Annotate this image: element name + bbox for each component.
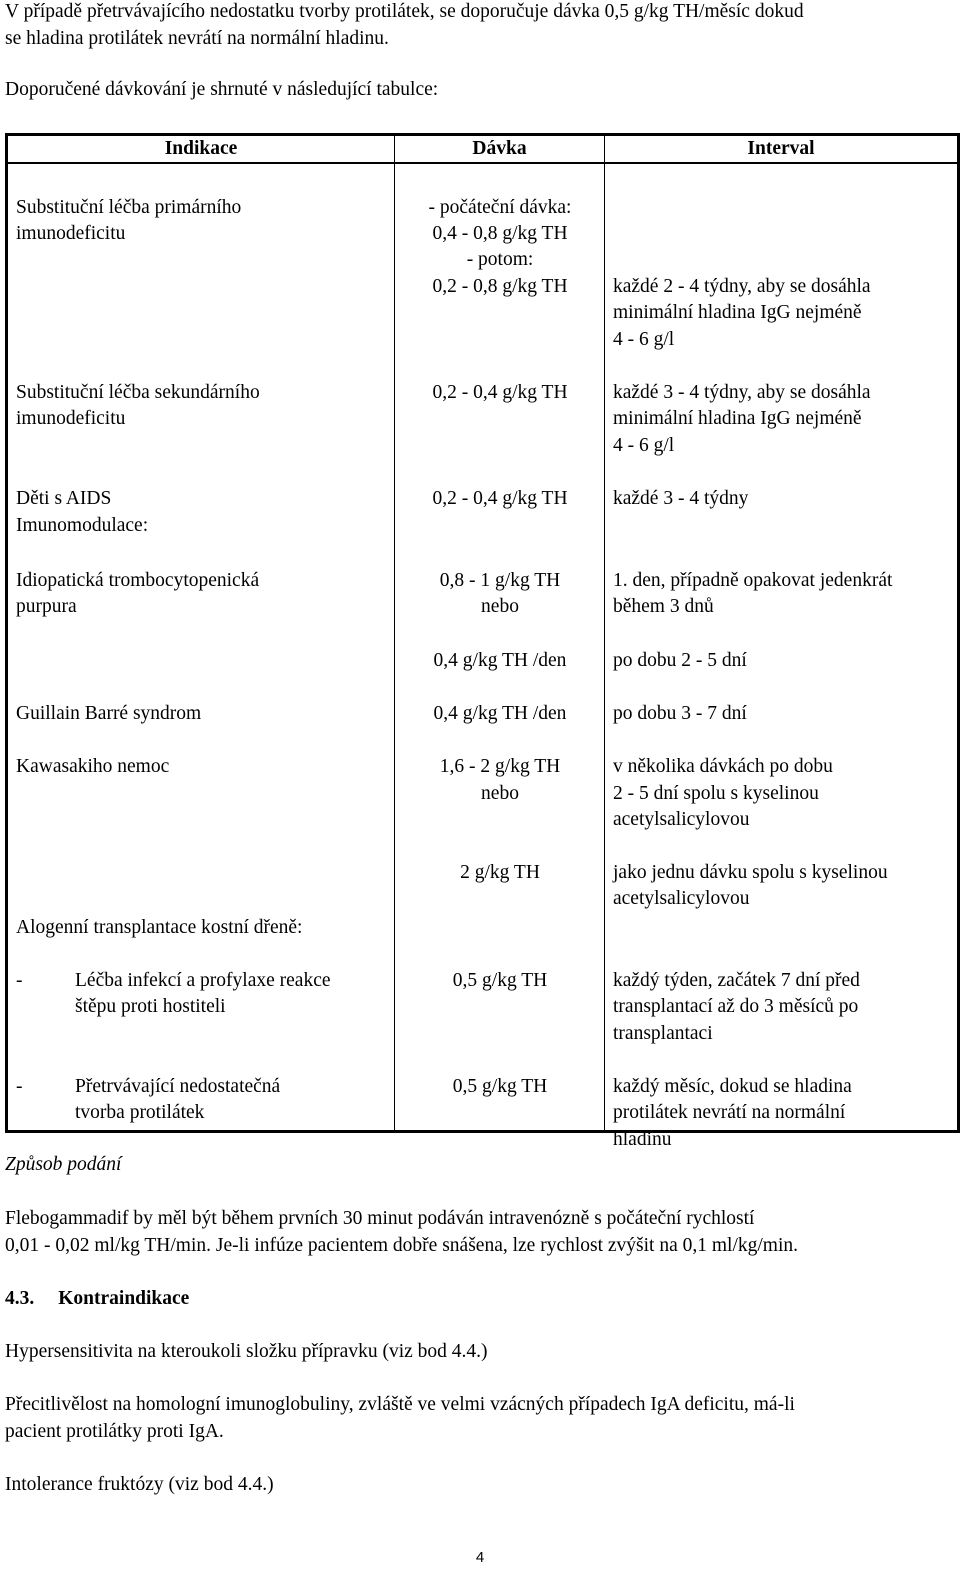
table-body-row: [7, 163, 959, 1132]
administration-line-2: 0,01 - 0,02 ml/kg TH/min. Je-li infúze pacientem dobře snášena, lze rychlost zvýšit na 0,1 ml/kg/min.: [5, 1234, 799, 1256]
dose-line: - potom:: [466, 249, 534, 270]
interval-line: minimální hladina IgG nejméně: [613, 302, 862, 323]
indication-line: Substituční léčba primárního: [16, 197, 242, 218]
dose-line: nebo: [481, 783, 519, 804]
dose-line: 0,8 - 1 g/kg TH: [439, 570, 561, 591]
indication-line: Léčba infekcí a profylaxe reakce: [75, 970, 331, 991]
indication-line: štěpu proti hostiteli: [75, 996, 226, 1017]
interval-line: acetylsalicylovou: [613, 809, 750, 830]
dose-line: 0,2 - 0,4 g/kg TH: [432, 382, 568, 403]
interval-column: [605, 163, 959, 1150]
interval-line: transplantaci: [613, 1023, 713, 1044]
interval-line: během 3 dnů: [613, 596, 714, 617]
dose-line: - počáteční dávka:: [428, 197, 572, 218]
indication-column: [7, 163, 395, 1132]
interval-line: každý týden, začátek 7 dní před: [613, 970, 860, 991]
interval-line: transplantací až do 3 měsíců po: [613, 996, 859, 1017]
intro-paragraph: [5, 0, 955, 52]
interval-line: v několika dávkách po dobu: [613, 756, 833, 777]
interval-line: 1. den, případně opakovat jedenkrát: [613, 570, 893, 591]
administration-paragraph: [5, 1206, 955, 1259]
interval-line: po dobu 3 - 7 dní: [613, 703, 747, 724]
indication-line: Idiopatická trombocytopenická: [16, 570, 260, 591]
section-number: 4.3.: [5, 1288, 35, 1309]
contraindication-item-2-line-2: pacient protilátky proti IgA.: [5, 1420, 224, 1442]
interval-line: jako jednu dávku spolu s kyselinou: [613, 862, 888, 883]
indication-line: Imunomodulace:: [16, 515, 149, 536]
interval-line: minimální hladina IgG nejméně: [613, 408, 862, 429]
dose-line: 0,4 g/kg TH /den: [433, 650, 567, 671]
indication-line: Alogenní transplantace kostní dřeně:: [16, 917, 303, 938]
section-heading: [5, 1286, 955, 1313]
header-interval: Interval: [605, 135, 959, 164]
interval-line: 2 - 5 dní spolu s kyselinou: [613, 783, 819, 804]
dose-line: 0,2 - 0,4 g/kg TH: [432, 488, 568, 509]
dose-line: 0,2 - 0,8 g/kg TH: [432, 276, 568, 297]
indication-line: Děti s AIDS: [16, 488, 112, 509]
contraindication-item-2: [5, 1392, 955, 1445]
indication-line: imunodeficitu: [16, 223, 126, 244]
contraindication-item-2-line-1: Přecitlivělost na homologní imunoglobuliny, zvláště ve velmi vzácných případech IgA deficitu, má-li: [5, 1394, 795, 1415]
dose-line: 0,5 g/kg TH: [452, 970, 548, 991]
dose-line: 2 g/kg TH: [460, 862, 540, 883]
contraindication-item-1: Hypersensitivita na kteroukoli složku přípravku (viz bod 4.4.): [5, 1341, 488, 1362]
table-header-row: [7, 135, 959, 164]
dose-line: 0,5 g/kg TH: [452, 1076, 548, 1097]
dose-line: nebo: [481, 596, 519, 617]
administration-line-1: Flebogammadif by měl být během prvních 30 minut podáván intravenózně s počáteční rychlostí: [5, 1208, 755, 1229]
administration-heading: Způsob podání: [5, 1154, 122, 1175]
indication-dash: -: [16, 970, 23, 991]
dosage-table: [5, 133, 960, 1150]
interval-line: po dobu 2 - 5 dní: [613, 650, 747, 671]
dose-column: [395, 163, 605, 1132]
interval-line: protilátek nevrátí na normální: [613, 1102, 846, 1123]
intro-line-2: se hladina protilátek nevrátí na normální hladinu.: [5, 27, 389, 49]
header-dose: Dávka: [395, 135, 605, 164]
indication-line: purpura: [16, 596, 77, 617]
indication-line: Guillain Barré syndrom: [16, 703, 202, 724]
indication-line: Přetrvávající nedostatečná: [75, 1076, 281, 1097]
indication-dash: -: [16, 1076, 23, 1097]
interval-line: 4 - 6 g/l: [613, 435, 675, 456]
section-title: Kontraindikace: [58, 1288, 190, 1309]
interval-line: acetylsalicylovou: [613, 888, 750, 909]
page-number: 4: [475, 1549, 485, 1566]
indication-line: tvorba protilátek: [75, 1102, 205, 1123]
interval-line: každý měsíc, dokud se hladina: [613, 1076, 852, 1097]
interval-line: každé 3 - 4 týdny: [613, 488, 749, 509]
interval-line: každé 3 - 4 týdny, aby se dosáhla: [613, 382, 871, 403]
contraindication-item-3: Intolerance fruktózy (viz bod 4.4.): [5, 1474, 274, 1495]
interval-line: každé 2 - 4 týdny, aby se dosáhla: [613, 276, 871, 297]
intro-line-1: V případě přetrvávajícího nedostatku tvorby protilátek, se doporučuje dávka 0,5 g/kg TH/měsíc dokud: [5, 1, 804, 22]
indication-line: Substituční léčba sekundárního: [16, 382, 260, 403]
dose-line: 1,6 - 2 g/kg TH: [439, 756, 561, 777]
dose-line: 0,4 g/kg TH /den: [433, 703, 567, 724]
header-indication: Indikace: [7, 135, 395, 164]
table-intro-text: Doporučené dávkování je shrnuté v následující tabulce:: [5, 79, 439, 100]
dose-line: 0,4 - 0,8 g/kg TH: [432, 223, 568, 244]
indication-line: Kawasakiho nemoc: [16, 756, 170, 777]
interval-line: hladinu: [613, 1129, 672, 1150]
indication-line: imunodeficitu: [16, 408, 126, 429]
interval-line: 4 - 6 g/l: [613, 329, 675, 350]
